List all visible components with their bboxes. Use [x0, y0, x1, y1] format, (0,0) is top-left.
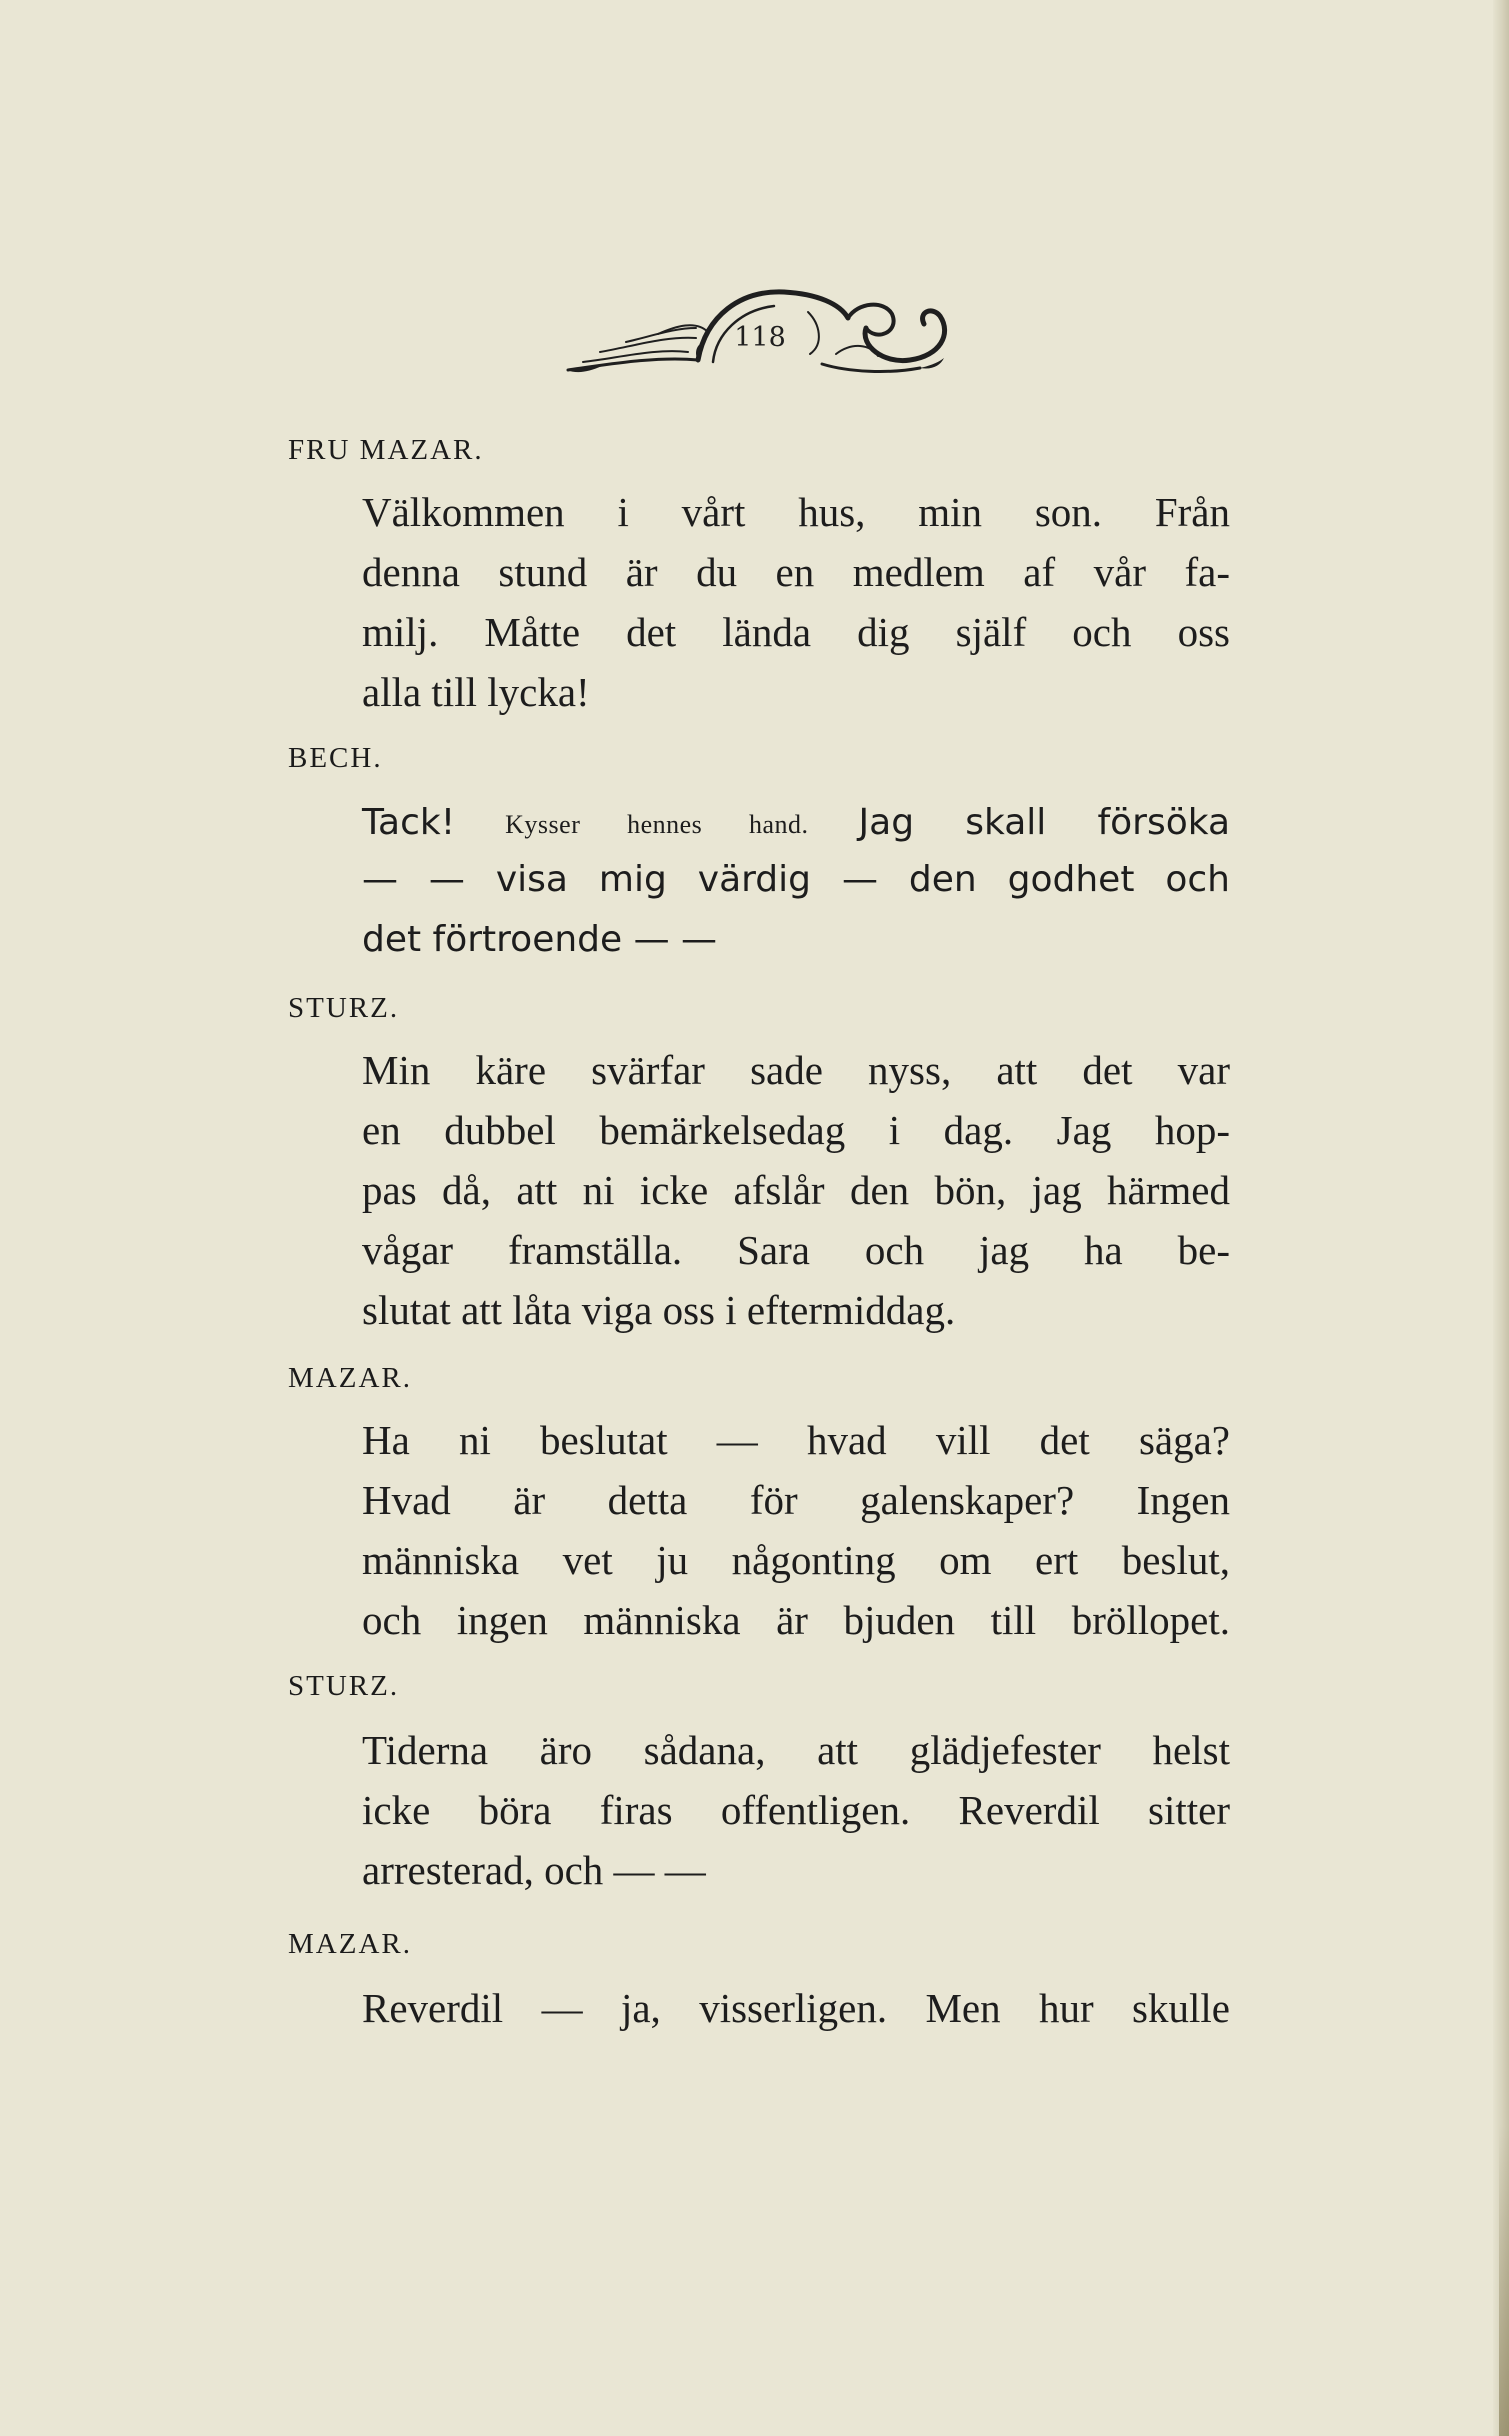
speech-line: Hvad är detta för galenskaper? Ingen: [362, 1477, 1230, 1523]
speech-line-with-stage-direction: [362, 792, 1230, 853]
speech-line: Reverdil — ja, visserligen. Men hur skulle: [362, 1985, 1230, 2031]
speech-line: en dubbel bemärkelsedag i dag. Jag hop-: [362, 1107, 1230, 1153]
speaker-label: STURZ.: [288, 992, 400, 1024]
page-edge-shadow: [1493, 0, 1509, 2436]
page-number: 118: [734, 322, 786, 353]
speaker-label: MAZAR.: [288, 1362, 412, 1394]
speech-line: milj. Måtte det lända dig själf och oss: [362, 609, 1230, 655]
speech-line: denna stund är du en medlem af vår fa-: [362, 549, 1230, 595]
speech-line: arresterad, och — —: [362, 1847, 706, 1893]
speech-line: — — visa mig värdig — den godhet och: [362, 859, 1230, 900]
speaker-label: FRU MAZAR.: [288, 434, 484, 466]
speaker-label: MAZAR.: [288, 1928, 412, 1960]
speech-line: Min käre svärfar sade nyss, att det var: [362, 1047, 1230, 1093]
speech-line: Välkommen i vårt hus, min son. Från: [362, 489, 1230, 535]
speech-text: Jag skall försöka: [858, 802, 1231, 843]
speaker-label: STURZ.: [288, 1670, 400, 1702]
speech-text: Tack!: [362, 802, 456, 843]
speech-line: vågar framställa. Sara och jag ha be-: [362, 1227, 1230, 1273]
speech-line: Tiderna äro sådana, att glädjefester helst: [362, 1727, 1230, 1773]
speech-line: pas då, att ni icke afslår den bön, jag härmed: [362, 1167, 1230, 1213]
page-edge-bottom-shadow: [1499, 2126, 1509, 2436]
speech-line: alla till lycka!: [362, 669, 590, 715]
speech-line: det förtroende — —: [362, 919, 718, 960]
speech-line: människa vet ju någonting om ert beslut,: [362, 1537, 1230, 1583]
stage-direction: Kysser hennes hand.: [505, 810, 809, 839]
speaker-label: BECH.: [288, 742, 383, 774]
speech-line: slutat att låta viga oss i eftermiddag.: [362, 1287, 956, 1333]
speech-line: och ingen människa är bjuden till bröllopet.: [362, 1597, 1230, 1643]
speech-line: icke böra firas offentligen. Reverdil sitter: [362, 1787, 1230, 1833]
speech-line: Ha ni beslutat — hvad vill det säga?: [362, 1417, 1230, 1463]
